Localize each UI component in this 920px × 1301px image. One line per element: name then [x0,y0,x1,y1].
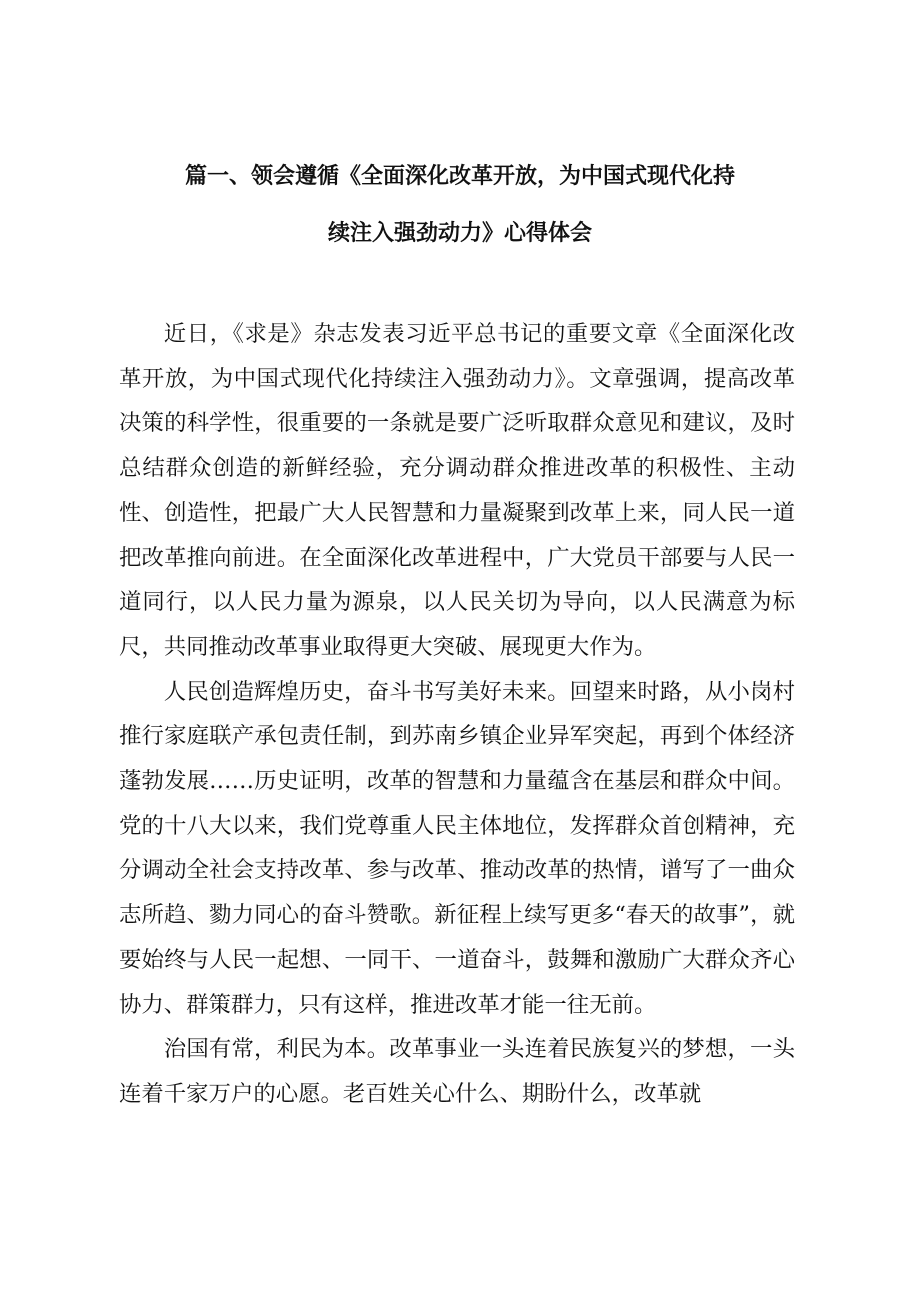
title-line-2: 续注入强劲动力》心得体会 [327,221,592,246]
title-line-1: 篇一、领会遵循《全面深化改革开放，为中国式现代化持 [184,164,735,189]
document-title [120,148,800,262]
paragraph-2: 人民创造辉煌历史，奋斗书写美好未来。回望来时路，从小岗村推行家庭联产承包责任制，到苏南乡镇企业异军突起，再到个体经济蓬勃发展……历史证明，改革的智慧和力量蕴含在基层和群众中间。党的十八大以来，我们党尊重人民主体地位，发挥群众首创精神，充分调动全社会支持改革、参与改革、推动改革的热情，谱写了一曲众志所趋、勠力同心的奋斗赞歌。新征程上续写更多“春天的故事”，就要始终与人民一起想、一同干、一道奋斗，鼓舞和激励广大群众齐心协力、群策群力，只有这样，推进改革才能一往无前。 [119,678,795,1018]
paragraph-1: 近日，《求是》杂志发表习近平总书记的重要文章《全面深化改革开放，为中国式现代化持续注入强劲动力》。文章强调，提高改革决策的科学性，很重要的一条就是要广泛听取群众意见和建议，及时总结群众创造的新鲜经验，充分调动群众推进改革的积极性、主动性、创造性，把最广大人民智慧和力量凝聚到改革上来，同人民一道把改革推向前进。在全面深化改革进程中，广大党员干部要与人民一道同行，以人民力量为源泉，以人民关切为导向，以人民满意为标尺，共同推动改革事业取得更大突破、展现更大作为。 [119,321,795,660]
document-body [119,312,795,1117]
paragraph-3: 治国有常，利民为本。改革事业一头连着民族复兴的梦想，一头连着千家万户的心愿。老百姓关心什么、期盼什么，改革就 [119,1036,795,1107]
